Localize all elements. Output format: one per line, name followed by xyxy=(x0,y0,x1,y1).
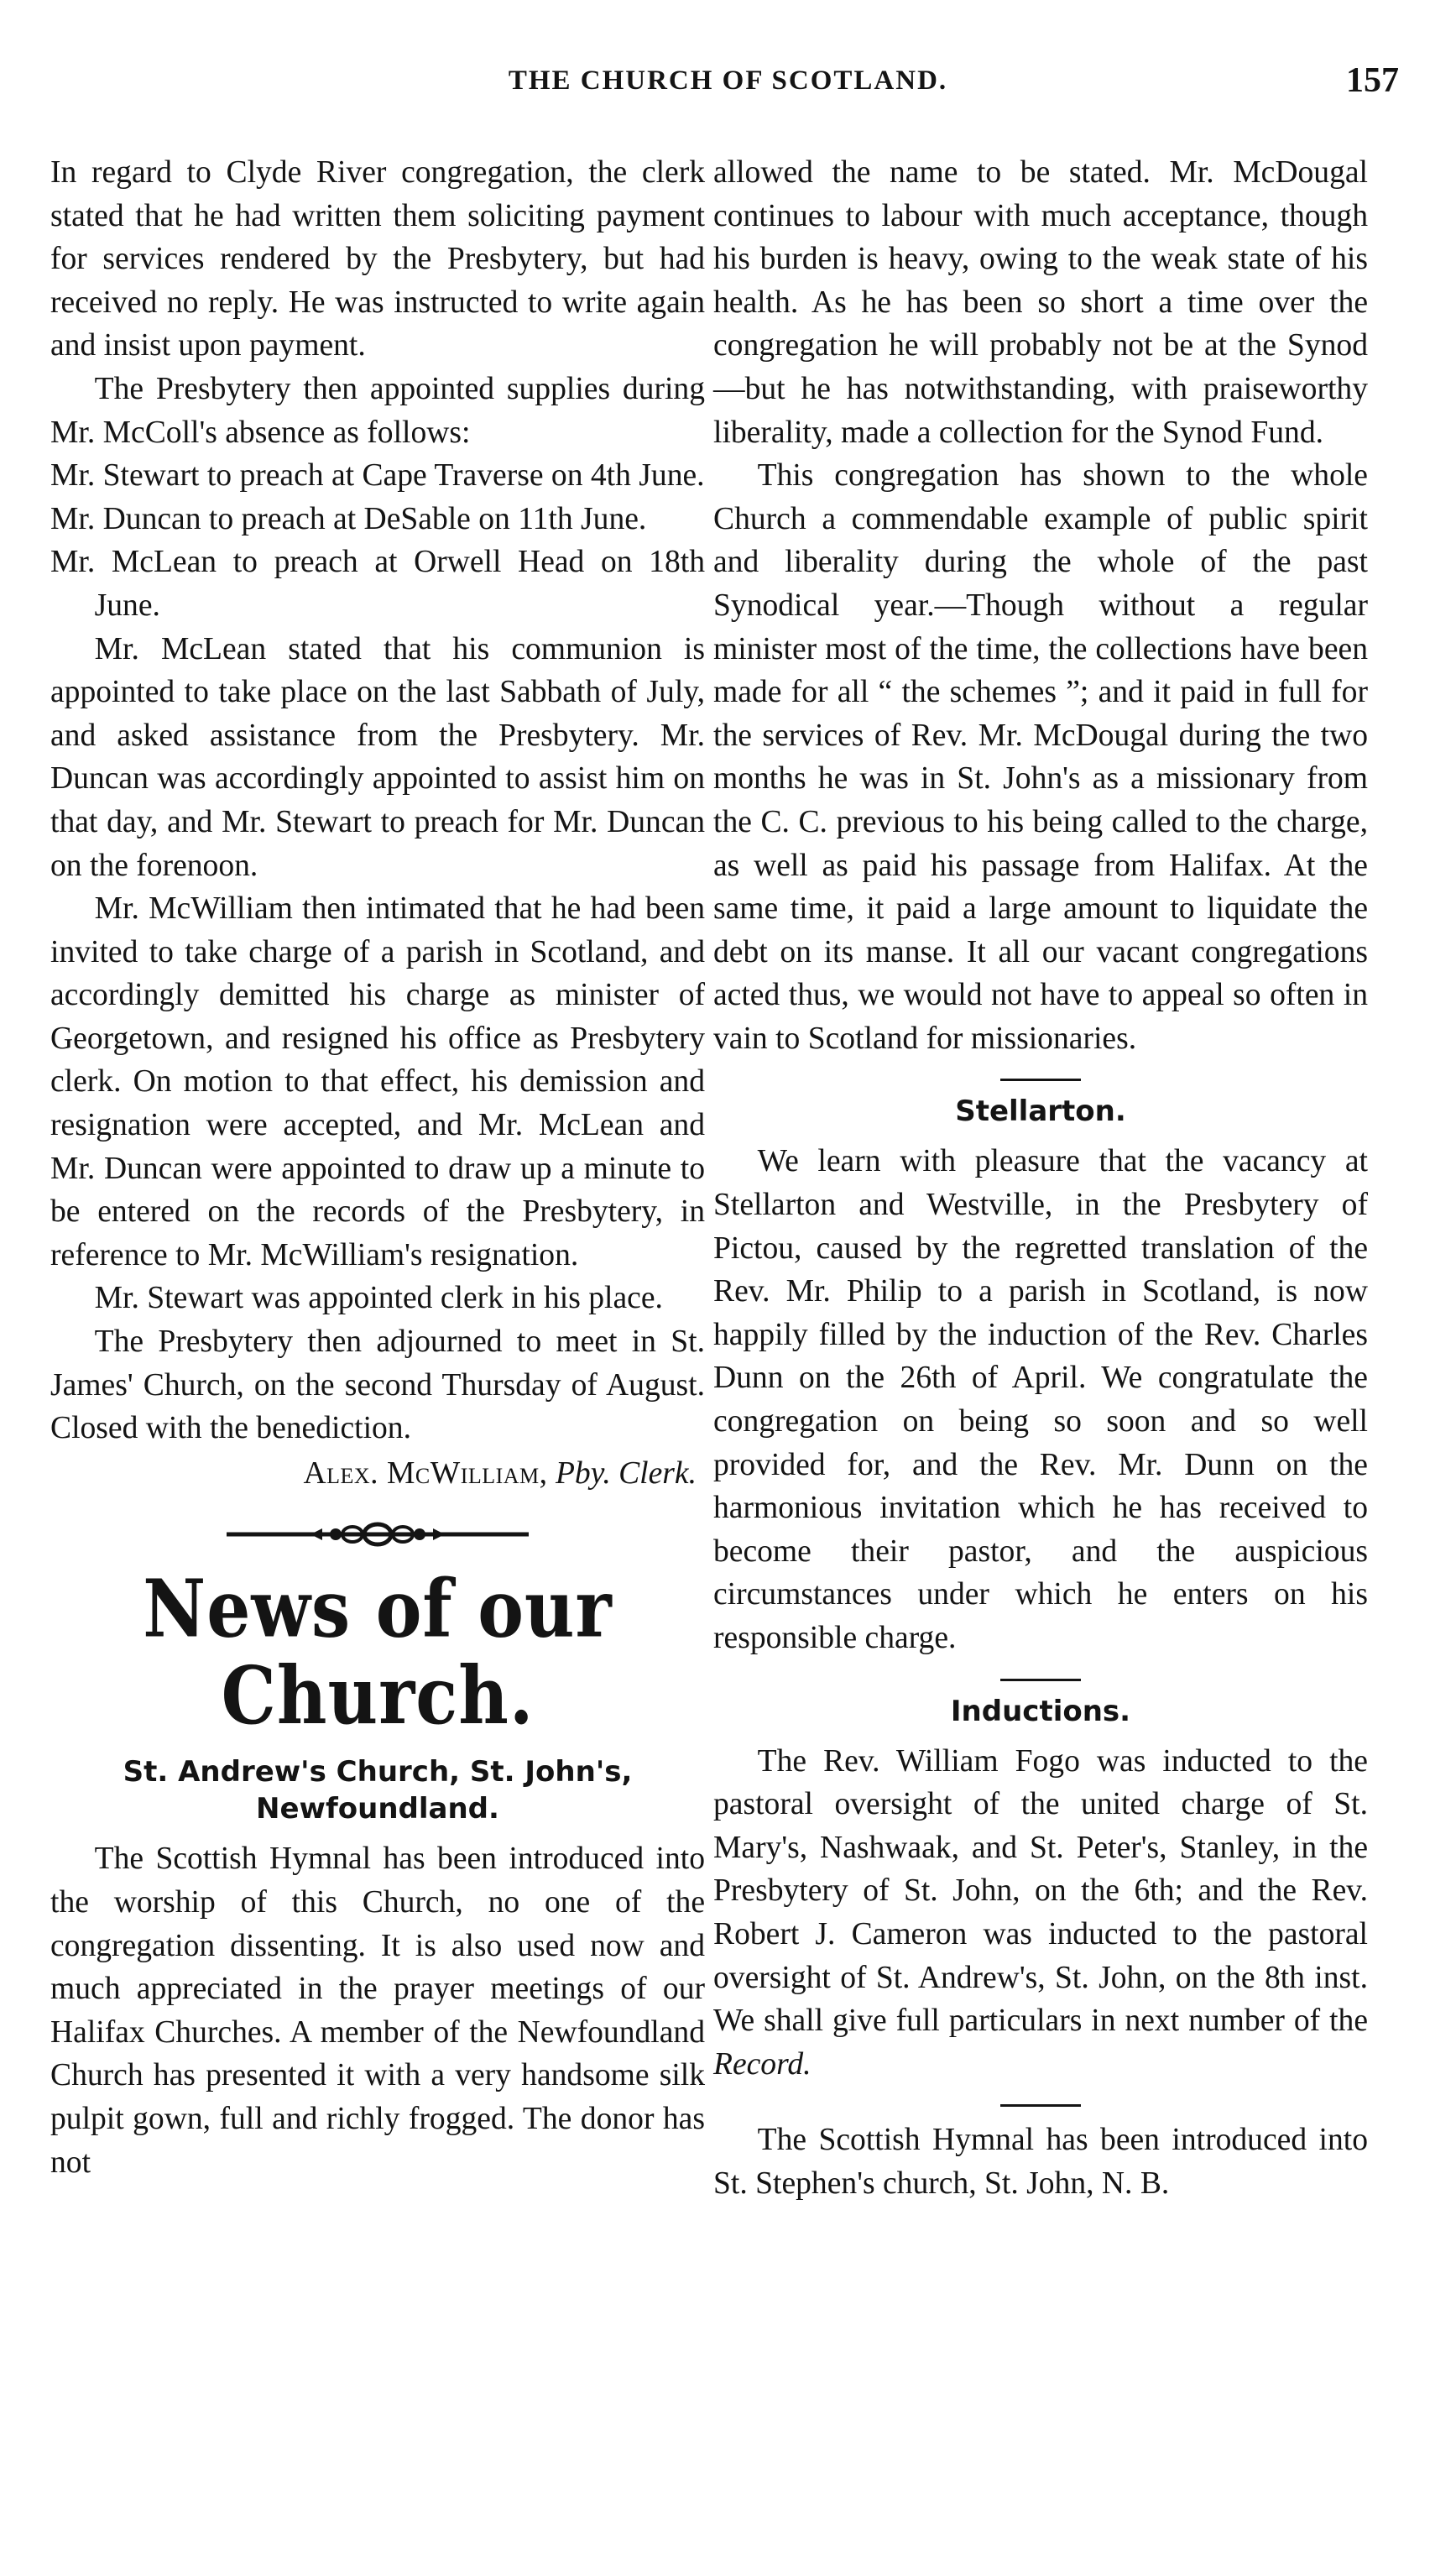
paragraph-adjourned: The Presbytery then adjourned to meet in St. James' Church, on the second Thursday of August. Closed with the benediction. xyxy=(50,1324,705,1446)
ornamental-divider xyxy=(227,1520,529,1549)
signature-title: Pby. Clerk. xyxy=(555,1455,697,1491)
clerk-signature xyxy=(50,1452,705,1496)
section-rule xyxy=(1000,1679,1081,1681)
record-title: Record. xyxy=(713,2046,811,2082)
paragraph-stewart-clerk: Mr. Stewart was appointed clerk in his place. xyxy=(94,1281,663,1316)
paragraph-congregation-example: This congregation has shown to the whole Church a commendable example of public spirit and liberality during the whole of the past Synodical year.—Though without a regular minister most of the time, the collections have been made for all “ the schemes ”; and it paid in full for the services of Rev. Mr. McDougal during the two months he was in St. John's as a missionary from the C. C. previous to his being called to the charge, as well as paid his passage from Halifax. At the same time, it paid a large amount to liquidate the debt on its manse. It all our vacant congregations acted thus, we would not have to appeal so often in vain to Scotland for missionaries. xyxy=(713,458,1368,1056)
left-column xyxy=(50,151,705,2184)
stellarton-heading: Stellarton. xyxy=(955,1095,1126,1129)
supply-item-mclean: Mr. McLean to preach at Orwell Head on 18th June. xyxy=(50,545,705,623)
paragraph-mclean-communion: Mr. McLean stated that his communion is appointed to take place on the last Sabbath of July, and asked assistance from the Presbytery. Mr. Duncan was accordingly appointed to assist him on that day, and Mr. Stewart to preach for Mr. Duncan on the forenoon. xyxy=(50,631,705,883)
inductions-text: The Rev. William Fogo was inducted to the pastoral oversight of the united charge of St. Mary's, Nashwaak, and St. Peter's, Stanley, in the Presbytery of St. John, on the 6th; and the Rev. Robert J. Cameron was inducted to the pastoral oversight of St. Andrew's, St. John, on the 8th inst. We shall give full particulars in next number of the xyxy=(713,1743,1368,2039)
paragraph-hymnal-st-stephen: The Scottish Hymnal has been introduced into St. Stephen's church, St. John, N. B. xyxy=(713,2123,1368,2201)
running-head xyxy=(0,61,1456,116)
paragraph-inductions xyxy=(713,1740,1368,2087)
paragraph-donor-continued: allowed the name to be stated. Mr. McDougal continues to labour with much acceptance, though his burden is heavy, owing to the weak state of his health. As he has been so short a time over the congregation he will probably not be at the Synod—but he has notwithstanding, with praiseworthy liberality, made a collection for the Synod Fund. xyxy=(713,155,1368,450)
paragraph-stellarton: We learn with pleasure that the vacancy at Stellarton and Westville, in the Presbytery of Pictou, caused by the regretted translation of the Rev. Mr. Philip to a parish in Scotland, is now happily filled by the induction of the Rev. Charles Dunn on the 26th of April. We congratulate the congregation on being so soon and so well provided for, and the Rev. Mr. Dunn on the harmonious invitation which he has received to become their pastor, and the auspicious circumstances under which he enters on his responsible charge. xyxy=(713,1144,1368,1655)
paragraph-clyde-river: In regard to Clyde River congregation, the clerk stated that he had written them soliciting payment for services rendered by the Presbytery, but had received no reply. He was instructed to write again and insist upon payment. xyxy=(50,155,705,363)
supply-item-duncan: Mr. Duncan to preach at DeSable on 11th June. xyxy=(50,501,647,536)
paragraph-supplies-intro: The Presbytery then appointed supplies during Mr. McColl's absence as follows: xyxy=(50,371,705,450)
section-rule xyxy=(1000,2104,1081,2107)
supply-item-stewart: Mr. Stewart to preach at Cape Traverse on 4th June. xyxy=(50,458,705,494)
paragraph-hymnal-newfoundland: The Scottish Hymnal has been introduced into the worship of this Church, no one of the congregation dissenting. It is also used now and much appreciated in the prayer meetings of our Halifax Churches. A member of the Newfoundland Church has presented it with a very handsome silk pulpit gown, full and richly frogged. The donor has not xyxy=(50,1842,705,2180)
page-number: 157 xyxy=(1346,61,1399,100)
inductions-heading: Inductions. xyxy=(950,1694,1131,1728)
news-of-our-church-heading: News of our Church. xyxy=(143,1563,613,1743)
signature-name: Alex. McWilliam, xyxy=(303,1455,548,1491)
st-andrews-heading: St. Andrew's Church, St. John's, Newfoundland. xyxy=(123,1755,633,1826)
paragraph-mcwilliam-resignation: Mr. McWilliam then intimated that he had been invited to take charge of a parish in Scotland, and accordingly demitted his charge as minister of Georgetown, and resigned his office as Presbytery clerk. On motion to that effect, his demission and resignation were accepted, and Mr. McLean and Mr. Duncan were appointed to draw up a minute to be entered on the records of the Presbytery, in reference to Mr. McWilliam's resignation. xyxy=(50,891,705,1272)
running-title: THE CHURCH OF SCOTLAND. xyxy=(508,65,948,96)
section-rule xyxy=(1000,1079,1081,1081)
right-column xyxy=(713,151,1368,2206)
